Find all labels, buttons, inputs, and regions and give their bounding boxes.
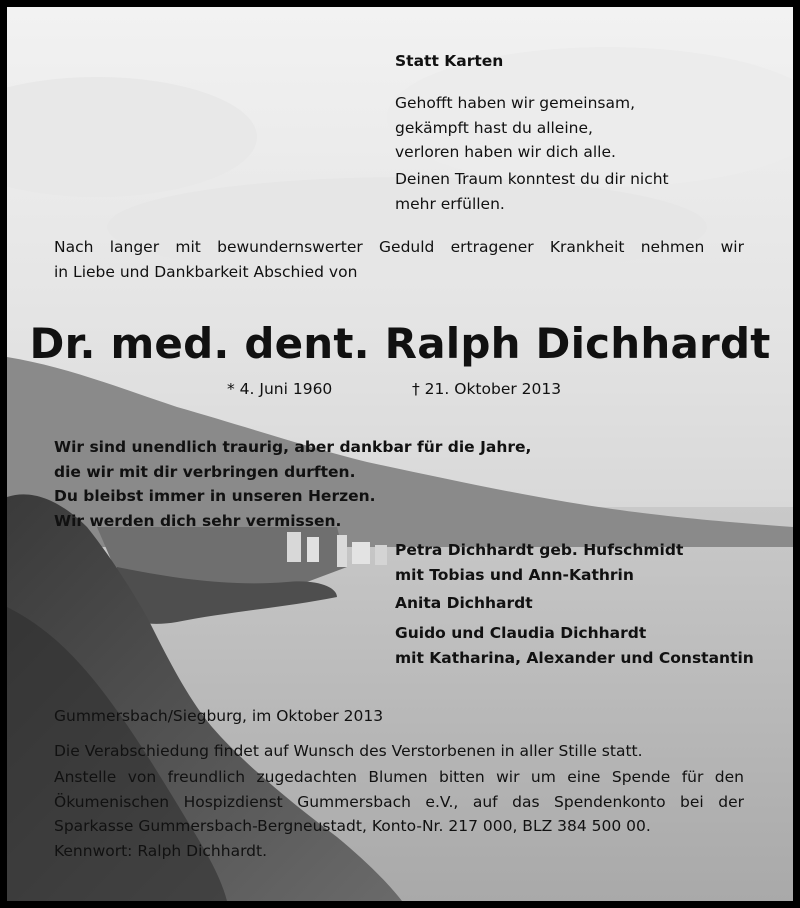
mourner-line: Guido und Claudia Dichhardt	[395, 624, 647, 642]
building	[287, 532, 301, 562]
mourner-line: mit Katharina, Alexander und Constantin	[395, 648, 754, 667]
message-line: Du bleibst immer in unseren Herzen.	[54, 487, 376, 505]
poem	[395, 91, 635, 165]
message-line: die wir mit dir verbringen durften.	[54, 462, 356, 481]
mourner-line: Petra Dichhardt geb. Hufschmidt	[395, 541, 684, 559]
farewell-message	[54, 435, 531, 533]
dream-line: mehr erfüllen.	[395, 194, 505, 213]
poem-line: Gehofft haben wir gemeinsam,	[395, 94, 636, 112]
mourner-line: mit Tobias und Ann-Kathrin	[395, 565, 634, 584]
mourner-line: Anita Dichhardt	[395, 594, 533, 612]
intro-text	[54, 235, 744, 284]
poem-line: verloren haben wir dich alle.	[395, 143, 616, 161]
message-line: Wir sind unendlich traurig, aber dankbar für die Jahre,	[54, 438, 532, 456]
donation-line: Ökumenischen Hospizdienst Gummersbach e.V., auf das Spendenkonto bei der	[54, 792, 744, 811]
building	[375, 545, 387, 565]
mourners-group-2	[395, 591, 533, 616]
message-line: Wir werden dich sehr vermissen.	[54, 511, 342, 530]
mourners-group-3	[395, 621, 754, 670]
mourners-group-1	[395, 538, 683, 587]
donation-line: Anstelle von freundlich zugedachten Blumen bitten wir um eine Spende für den	[54, 768, 744, 786]
birth-date: * 4. Juni 1960	[227, 380, 333, 398]
intro-line: Nach langer mit bewundernswerter Geduld ertragener Krankheit nehmen wir	[54, 238, 744, 256]
donation-line: Sparkasse Gummersbach-Bergneustadt, Konto-Nr. 217 000, BLZ 384 500 00.	[54, 817, 651, 835]
donation-line: Kennwort: Ralph Dichhardt.	[54, 841, 268, 860]
cloud	[7, 77, 257, 197]
poem-line: gekämpft hast du alleine,	[395, 118, 593, 137]
deceased-name: Dr. med. dent. Ralph Dichhardt	[29, 319, 771, 368]
building	[337, 535, 347, 567]
donation-text	[54, 765, 744, 863]
dream-line: Deinen Traum konntest du dir nicht	[395, 170, 669, 188]
building	[352, 542, 370, 564]
place-date: Gummersbach/Siegburg, im Oktober 2013	[54, 707, 384, 725]
dream-verse	[395, 167, 669, 216]
statt-karten-header: Statt Karten	[395, 52, 504, 70]
building	[307, 537, 319, 562]
death-date: † 21. Oktober 2013	[412, 380, 562, 398]
intro-line: in Liebe und Dankbarkeit Abschied von	[54, 262, 358, 281]
farewell-note: Die Verabschiedung findet auf Wunsch des Verstorbenen in aller Stille statt.	[54, 742, 643, 760]
